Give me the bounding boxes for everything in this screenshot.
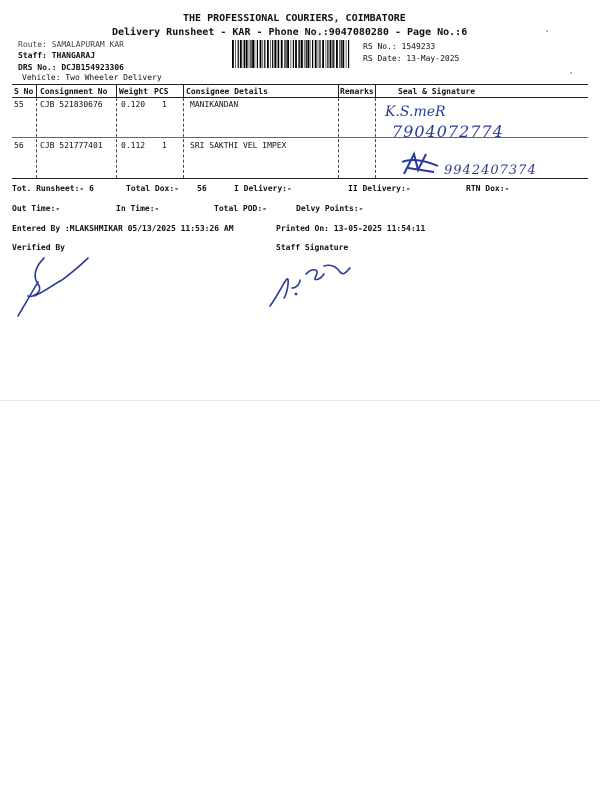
barcode-bar xyxy=(244,40,245,68)
header-sno: S No xyxy=(14,87,34,96)
handwritten-receiver-name: K.S.meR xyxy=(385,104,446,120)
handwritten-phone: 7904072774 xyxy=(392,122,504,141)
i-delivery: I Delivery:- xyxy=(234,184,292,193)
col-sep xyxy=(183,85,184,97)
barcode-bar xyxy=(322,40,324,68)
barcode-bar xyxy=(315,40,317,68)
route-label: Route: SAMALAPURAM KAR xyxy=(18,40,124,49)
barcode-bar xyxy=(293,40,294,68)
row-sno: 55 xyxy=(14,100,24,109)
runsheet-title: Delivery Runsheet - KAR - Phone No.:9047080280 - Page No.:6 xyxy=(112,27,468,38)
row-weight: 0.120 xyxy=(121,100,146,109)
barcode-bar xyxy=(277,40,278,68)
col-sep xyxy=(338,85,339,97)
row-pcs: 1 xyxy=(162,141,167,150)
barcode-bar xyxy=(327,40,328,68)
header-pcs: PCS xyxy=(154,87,169,96)
barcode-bar xyxy=(301,40,303,68)
scan-fold-line xyxy=(0,400,600,401)
entered-by: Entered By :MLAKSHMIKAR 05/13/2025 11:53:26 AM xyxy=(12,224,234,233)
header-remarks: Remarks xyxy=(340,87,374,96)
delivery-points: Delvy Points:- xyxy=(296,204,364,213)
barcode-bar xyxy=(332,40,333,68)
barcode-bar xyxy=(341,40,342,68)
barcode-bar xyxy=(304,40,305,68)
drs-number: DRS No.: DCJB154923306 xyxy=(18,63,124,72)
barcode-bar xyxy=(243,40,244,68)
row-weight: 0.112 xyxy=(121,141,146,150)
total-dox-label: Total Dox:- xyxy=(126,184,179,193)
barcode-bar xyxy=(252,40,254,68)
total-dox-value: 56 xyxy=(197,184,207,193)
barcode-bar xyxy=(299,40,300,68)
rs-number: RS No.: 1549233 xyxy=(363,42,436,51)
barcode-bar xyxy=(333,40,334,68)
barcode-bar xyxy=(307,40,309,68)
barcode-bar xyxy=(246,40,248,68)
barcode-bar xyxy=(318,40,319,68)
verified-by-label: Verified By xyxy=(12,243,65,252)
barcode-bar xyxy=(249,40,250,68)
barcode-bar xyxy=(264,40,265,68)
barcode-bar xyxy=(336,40,338,68)
barcode-bar xyxy=(278,40,279,68)
col-sep xyxy=(116,98,117,178)
col-sep xyxy=(116,85,117,97)
rtn-dox: RTN Dox:- xyxy=(466,184,510,193)
barcode-bar xyxy=(257,40,258,68)
table-top-rule xyxy=(12,84,588,85)
company-title: THE PROFESSIONAL COURIERS, COIMBATORE xyxy=(183,13,406,24)
col-sep xyxy=(375,85,376,97)
barcode-bar xyxy=(267,40,269,68)
table-bottom-rule xyxy=(12,178,588,179)
row-sno: 56 xyxy=(14,141,24,150)
ii-delivery: II Delivery:- xyxy=(348,184,411,193)
barcode-bar xyxy=(255,40,256,68)
barcode-bar xyxy=(270,40,271,68)
barcode-bar xyxy=(312,40,313,68)
barcode-bar xyxy=(342,40,344,68)
col-sep xyxy=(36,85,37,97)
barcode-bar xyxy=(295,40,297,68)
scan-speck xyxy=(546,30,548,32)
barcode-bar xyxy=(250,40,251,68)
barcode-bar xyxy=(260,40,262,68)
barcode-bar xyxy=(326,40,327,68)
verified-by-signature xyxy=(14,252,90,320)
scan-speck xyxy=(570,72,572,74)
barcode-bar xyxy=(238,40,239,68)
total-pod: Total POD:- xyxy=(214,204,267,213)
total-runsheet: Tot. Runsheet:- 6 xyxy=(12,184,94,193)
col-sep xyxy=(36,98,37,178)
barcode-bar xyxy=(348,40,349,68)
barcode-bar xyxy=(232,40,234,68)
header-seal: Seal & Signature xyxy=(398,87,476,96)
printed-on: Printed On: 13-05-2025 11:54:11 xyxy=(276,224,426,233)
barcode-image xyxy=(232,40,352,68)
row-consignment-no: CJB 521830676 xyxy=(40,100,103,109)
table-header-rule xyxy=(12,97,588,98)
barcode-bar xyxy=(330,40,332,68)
barcode-bar xyxy=(310,40,311,68)
rs-date: RS Date: 13-May-2025 xyxy=(363,54,460,63)
barcode-bar xyxy=(284,40,285,68)
in-time: In Time:- xyxy=(116,204,160,213)
row-consignee: MANIKANDAN xyxy=(190,100,239,109)
barcode-bar xyxy=(306,40,307,68)
staff-signature xyxy=(266,258,356,310)
col-sep xyxy=(375,98,376,178)
out-time: Out Time:- xyxy=(12,204,61,213)
handwritten-phone: 9942407374 xyxy=(444,163,537,178)
barcode-bar xyxy=(291,40,292,68)
row-pcs: 1 xyxy=(162,100,167,109)
barcode-bar xyxy=(274,40,276,68)
receiver-signature xyxy=(398,148,444,180)
barcode-bar xyxy=(298,40,299,68)
barcode-bar xyxy=(346,40,347,68)
row-consignee: SRI SAKTHI VEL IMPEX xyxy=(190,141,287,150)
barcode-bar xyxy=(281,40,283,68)
staff-label: Staff: THANGARAJ xyxy=(18,51,96,60)
vehicle-type: Vehicle: Two Wheeler Delivery xyxy=(22,73,162,82)
barcode-bar xyxy=(272,40,273,68)
barcode-bar xyxy=(287,40,289,68)
staff-signature-label: Staff Signature xyxy=(276,243,349,252)
barcode-bar xyxy=(263,40,264,68)
header-consignee: Consignee Details xyxy=(186,87,268,96)
barcode-bar xyxy=(285,40,286,68)
row-consignment-no: CJB 521777401 xyxy=(40,141,103,150)
header-weight: Weight xyxy=(119,87,148,96)
header-consignment: Consignment No xyxy=(40,87,108,96)
barcode-bar xyxy=(319,40,320,68)
barcode-bar xyxy=(339,40,340,68)
barcode-bar xyxy=(235,40,236,68)
barcode-bar xyxy=(240,40,242,68)
col-sep xyxy=(183,98,184,178)
col-sep xyxy=(338,98,339,178)
